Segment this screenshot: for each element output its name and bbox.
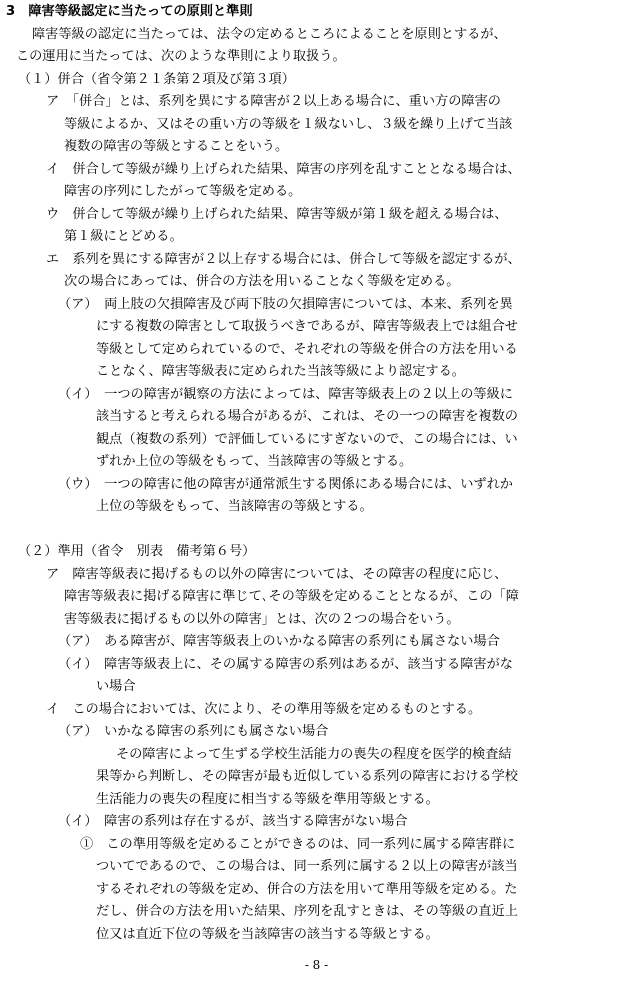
sub2-a-line-2: 障害等級表に掲げる障害に準じて､その等級を定めることとなるが、この「障 [64,589,519,604]
sub2-i-i-line-1: （イ） 障害の系列は存在するが、該当する障害がない場合 [58,814,408,829]
sub2-a-line-3: 害等級表に掲げるもの以外の障害」とは、次の２つの場合をいう。 [64,612,460,627]
intro-line-1: 障害等級の認定に当たっては、法令の定めるところによることを原則とするが、 [32,27,507,42]
sub1-a-line-2: 等級によるか、又はその重い方の等級を１級ないし、３級を繰り上げて当該 [64,117,513,132]
sub1-a-line-3: 複数の障害の等級とすることをいう。 [64,139,289,154]
sub2-heading: （２）準用（省令 別表 備考第６号） [18,544,256,559]
sub2-a-a-line-1: （ア） ある障害が、障害等級表上のいかなる障害の系列にも属さない場合 [58,634,500,649]
sub2-i-a-line-4: 生活能力の喪失の程度に相当する等級を準用等級とする。 [96,792,439,807]
intro-line-2: この運用に当たっては、次のような準則により取扱う。 [16,49,346,64]
sub2-i-a-line-2: その障害によって生ずる学校生活能力の喪失の程度を医学的検査結 [116,747,512,762]
sub1-e-i-line-3: 観点（複数の系列）で評価しているにすぎないので、この場合には、い [96,432,518,447]
sub2-i-a-line-1: （ア） いかなる障害の系列にも属さない場合 [58,724,329,739]
sub1-e-a-line-1: （ア） 両上肢の欠損障害及び両下肢の欠損障害については、本来、系列を異 [58,297,513,312]
sub1-e-i-line-4: ずれか上位の等級をもって、当該障害の等級とする。 [96,454,413,469]
sub1-e-a-line-3: 等級として定められているので、それぞれの等級を併合の方法を用いる [96,342,518,357]
sub1-u-line-1: ウ 併合して等級が繰り上げられた結果、障害等級が第１級を超える場合は、 [46,207,508,222]
sub1-e-a-line-4: ことなく、障害等級表に定められた当該等級により認定する。 [96,364,465,379]
sub2-a-line-1: ア 障害等級表に掲げるもの以外の障害については、その障害の程度に応じ、 [46,567,508,582]
sub1-e-i-line-1: （イ） 一つの障害が観察の方法によっては、障害等級表上の２以上の等級に [58,387,513,402]
sub2-i-a-line-3: 果等から判断し、その障害が最も近似している系列の障害における学校 [96,769,518,784]
section-heading: 3 障害等級認定に当たっての原則と準則 [6,4,253,19]
sub2-i-i-line-3: ついてであるので、この場合は、同一系列に属する２以上の障害が該当 [96,859,518,874]
sub1-e-a-line-2: にする複数の障害として取扱うべきであるが、障害等級表上では組合せ [96,319,518,334]
sub1-u-line-2: 第１級にとどめる。 [64,229,183,244]
sub1-e-u-line-2: 上位の等級をもって、当該障害の等級とする。 [96,499,373,514]
sub2-i-i-line-5: だし、併合の方法を用いた結果、序列を乱すときは、その等級の直近上 [96,904,518,919]
sub2-a-i-line-2: い場合 [96,679,136,694]
sub1-e-line-2: 次の場合にあっては、併合の方法を用いることなく等級を定める。 [64,274,460,289]
sub2-i-i-line-4: するそれぞれの等級を定め、併合の方法を用いて準用等級を定める。た [96,882,518,897]
sub1-i-line-1: イ 併合して等級が繰り上げられた結果、障害の序列を乱すこととなる場合は、 [46,162,521,177]
sub1-a-line-1: ア 「併合」とは、系列を異にする障害が２以上ある場合に、重い方の障害の [46,94,501,109]
page-number: - 8 - [304,958,329,972]
sub1-e-line-1: エ 系列を異にする障害が２以上存する場合には、併合して等級を認定するが、 [46,252,521,267]
sub2-i-line-1: イ この場合においては、次により、その準用等級を定めるものとする。 [46,702,482,717]
sub2-a-i-line-1: （イ） 障害等級表上に、その属する障害の系列はあるが、該当する障害がな [58,657,513,672]
sub2-i-i-line-2: ① この準用等級を定めることができるのは、同一系列に属する障害群に [80,837,516,852]
sub1-heading: （１）併合（省令第２１条第２項及び第３項） [18,72,295,87]
sub1-e-u-line-1: （ウ） 一つの障害に他の障害が通常派生する関係にある場合には、いずれか [58,477,513,492]
sub1-e-i-line-2: 該当すると考えられる場合があるが、これは、その一つの障害を複数の [96,409,518,424]
sub1-i-line-2: 障害の序列にしたがって等級を定める。 [64,184,302,199]
sub2-i-i-line-6: 位又は直近下位の等級を当該障害の該当する等級とする。 [96,927,439,942]
